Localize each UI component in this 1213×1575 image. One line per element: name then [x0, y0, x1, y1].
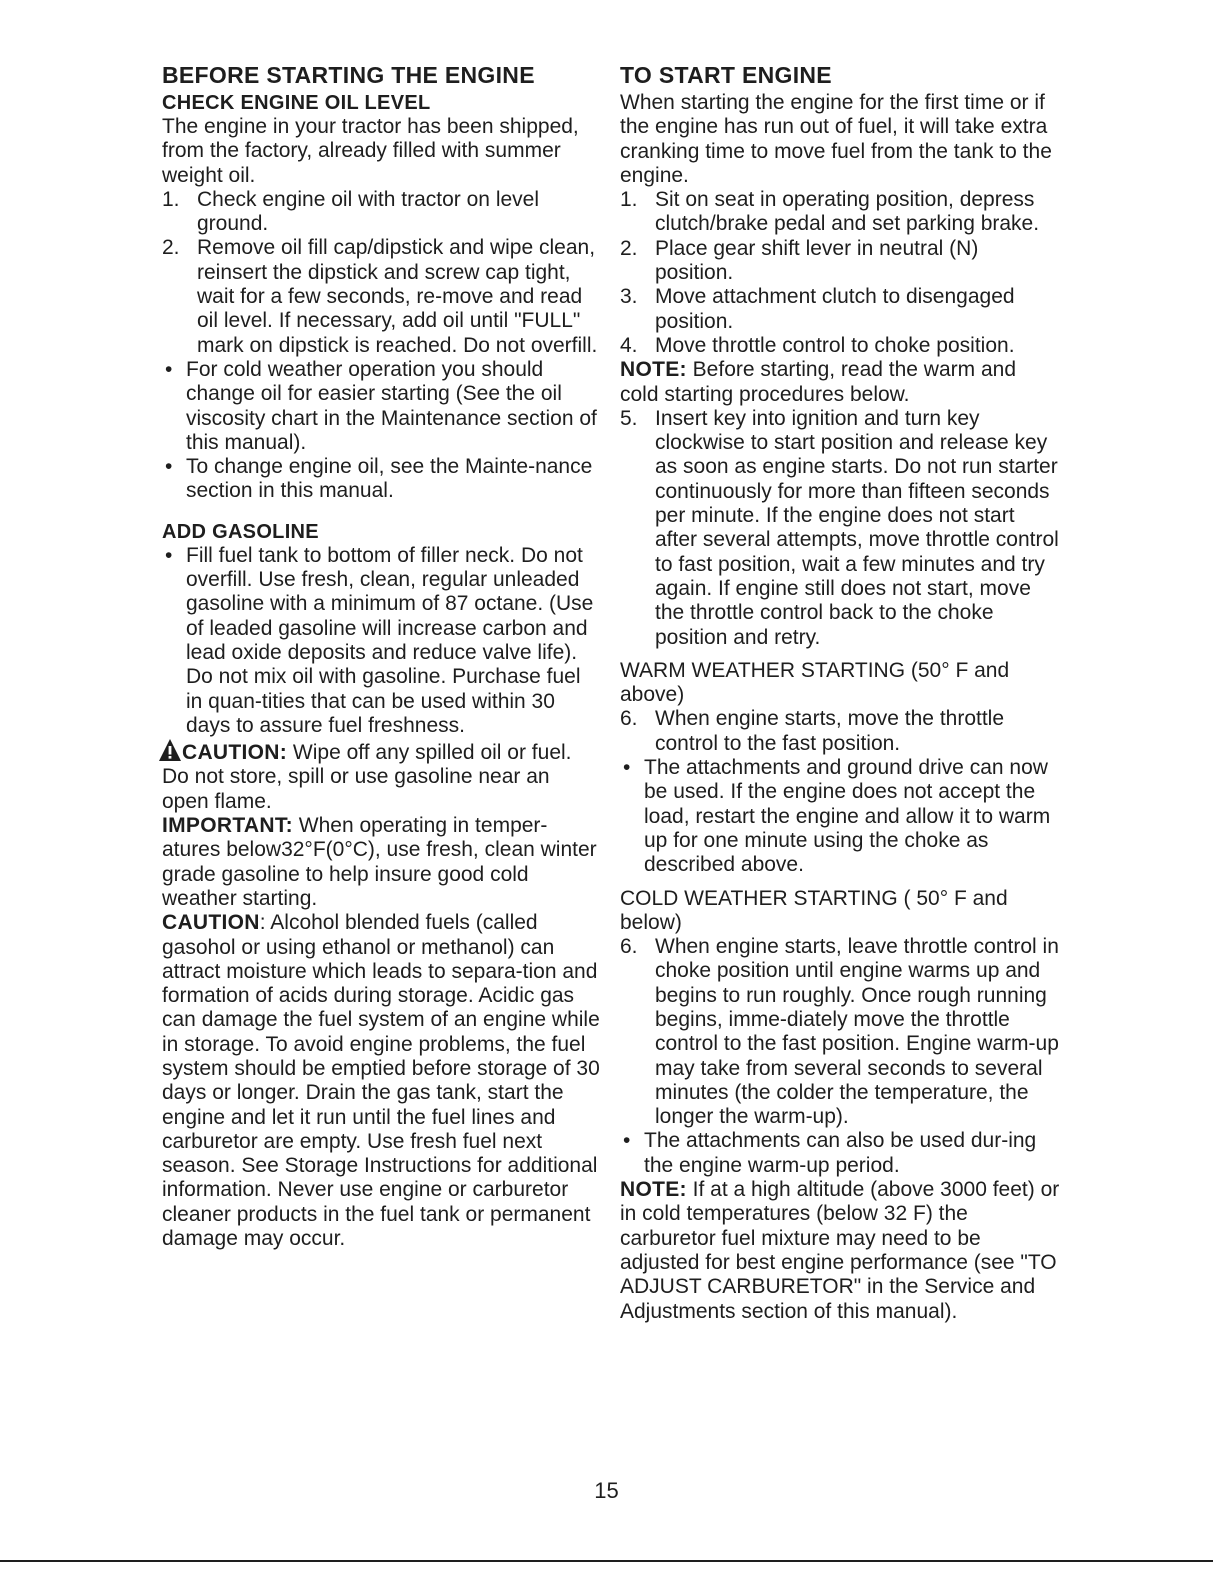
- step-number: 3.: [620, 285, 638, 309]
- step-text: Check engine oil with tractor on level ground.: [197, 187, 540, 236]
- bullet-text: The attachments can also be used dur-ing the engine warm-up period.: [644, 1129, 1037, 1177]
- page-number: 15: [594, 1478, 619, 1503]
- bullet-marker: •: [165, 543, 173, 567]
- important-label: IMPORTANT:: [162, 814, 293, 838]
- step-number: 4.: [620, 333, 638, 357]
- cold-weather-heading: COLD WEATHER STARTING ( 50° F and below): [620, 886, 1008, 934]
- start-step-2: [620, 237, 1060, 286]
- note-before-starting: [620, 358, 1060, 407]
- step-number: 2.: [162, 236, 180, 260]
- important-paragraph: [162, 814, 602, 911]
- note-label: NOTE:: [620, 1178, 687, 1202]
- important-text: When operating in temper-atures below32°F(0°C), use fresh, clean winter grade gasoline to help insure good cold weather starting.: [162, 814, 597, 910]
- step-text: Move attachment clutch to disengaged position.: [655, 285, 1015, 333]
- start-step-5: [620, 407, 1060, 650]
- warm-bullet: [620, 756, 1060, 877]
- step-number: 6.: [620, 935, 638, 959]
- caution-text: Wipe off any spilled oil or fuel. Do not store, spill or use gasoline near an open flame.: [162, 741, 572, 813]
- step-text: Place gear shift lever in neutral (N) position.: [655, 236, 979, 285]
- bullet-marker: •: [623, 756, 631, 780]
- cold-bullet: [620, 1129, 1060, 1178]
- step-text: Remove oil fill cap/dipstick and wipe clean, reinsert the dipstick and screw cap tight, wait for a few seconds, re-move and read oil level. If necessary, add oil until "FULL" mark on dipstick is reached. Do not overfill.: [197, 236, 598, 357]
- warm-step-6: [620, 707, 1060, 756]
- bullet-marker: •: [165, 455, 173, 479]
- step-number: 2.: [620, 236, 638, 260]
- left-column: [162, 62, 602, 1251]
- caution-label: CAUTION: [162, 911, 260, 935]
- heading-add-gasoline: ADD GASOLINE: [162, 520, 319, 543]
- step-text: Insert key into ignition and turn key clockwise to start position and release key as soon as engine starts. Do not run starter continuously for more than fifteen seconds per minute. If the engine does not start after several attempts, move throttle control to fast position, wait a few minutes and try again. If engine still does not start, move the throttle control back to the choke position and retry.: [655, 406, 1059, 649]
- cold-step-6: [620, 935, 1060, 1129]
- oil-step-1: [162, 188, 602, 237]
- step-text: When engine starts, leave throttle control in choke position until engine warms up and begins to run roughly. Once rough running begins, imme-diately move the throttle control to the fast position. Engine warm-up may take from several seconds to several minutes (the colder the temperature, the longer the warm-up).: [655, 935, 1059, 1129]
- gas-bullet: [162, 544, 602, 738]
- warm-weather-heading: WARM WEATHER STARTING (50° F and above): [620, 658, 1010, 707]
- note-label: NOTE:: [620, 358, 687, 382]
- caution-text: : Alcohol blended fuels (called gasohol or using ethanol or methanol) can attract moisture which leads to separa-tion and formation of acids during storage. Acidic gas can damage the fuel system of an engine while in storage. To avoid engine problems, the fuel system should be emptied before storage of 30 days or longer. Drain the gas tank, start the engine and let it run until the fuel lines and carburetor are empty. Use fresh fuel next season. See Storage Instructions for additional information. Never use engine or carburetor cleaner products in the fuel tank or permanent damage may occur.: [162, 911, 600, 1251]
- step-number: 5.: [620, 406, 638, 430]
- oil-bullet-change-oil: [162, 455, 602, 504]
- step-text: Sit on seat in operating position, depress clutch/brake pedal and set parking brake.: [655, 188, 1040, 236]
- note-text: If at a high altitude (above 3000 feet) or in cold temperatures (below 32 F) the carburetor fuel mixture may need to be adjusted for best engine performance (see "TO ADJUST CARBURETOR" in the Service and Adjustments section of this manual).: [620, 1178, 1060, 1323]
- start-step-3: [620, 285, 1060, 334]
- start-step-4: [620, 334, 1060, 358]
- bullet-text: For cold weather operation you should change oil for easier starting (See the oil viscosity chart in the Maintenance section of this manual).: [186, 357, 597, 454]
- section-title-to-start: TO START ENGINE: [620, 62, 832, 88]
- bullet-text: Fill fuel tank to bottom of filler neck. Do not overfill. Use fresh, clean, regular unleaded gasoline with a minimum of 87 octane. (Use of leaded gasoline will increase carbon and lead oxide deposits and reduce valve life). Do not mix oil with gasoline. Purchase fuel in quan-tities that can be used within 30 days to assure fuel freshness.: [186, 543, 594, 737]
- heading-check-oil: CHECK ENGINE OIL LEVEL: [162, 92, 431, 114]
- step-text: When engine starts, move the throttle control to the fast position.: [655, 707, 1005, 755]
- oil-bullet-cold-weather: [162, 358, 602, 455]
- note-high-altitude: [620, 1178, 1060, 1324]
- bullet-text: The attachments and ground drive can now be used. If the engine does not accept the load, restart the engine and allow it to warm up for one minute using the choke as described above.: [644, 756, 1051, 877]
- note-text: Before starting, read the warm and cold starting procedures below.: [620, 358, 1017, 406]
- section-title-before-starting: BEFORE STARTING THE ENGINE: [162, 62, 535, 88]
- step-number: 1.: [620, 188, 638, 212]
- oil-step-2: [162, 236, 602, 357]
- right-column: [620, 62, 1060, 1324]
- step-number: 6.: [620, 707, 638, 731]
- caution-alcohol-paragraph: [162, 911, 602, 1251]
- start-intro-paragraph: When starting the engine for the first time or if the engine has run out of fuel, it will take extra cranking time to move fuel from the tank to the engine.: [620, 91, 1052, 187]
- bullet-marker: •: [165, 357, 173, 381]
- bottom-rule: [0, 1560, 1213, 1562]
- step-number: 1.: [162, 187, 180, 211]
- caution-spill-paragraph: [162, 738, 602, 814]
- caution-label: CAUTION:: [182, 741, 288, 765]
- warning-triangle-icon: [158, 738, 182, 762]
- step-text: Move throttle control to choke position.: [655, 333, 1015, 357]
- bullet-text: To change engine oil, see the Mainte-nance section in this manual.: [186, 455, 593, 503]
- oil-intro-paragraph: The engine in your tractor has been shipped, from the factory, already filled with summer weight oil.: [162, 115, 579, 187]
- start-step-1: [620, 188, 1060, 237]
- bullet-marker: •: [623, 1129, 631, 1153]
